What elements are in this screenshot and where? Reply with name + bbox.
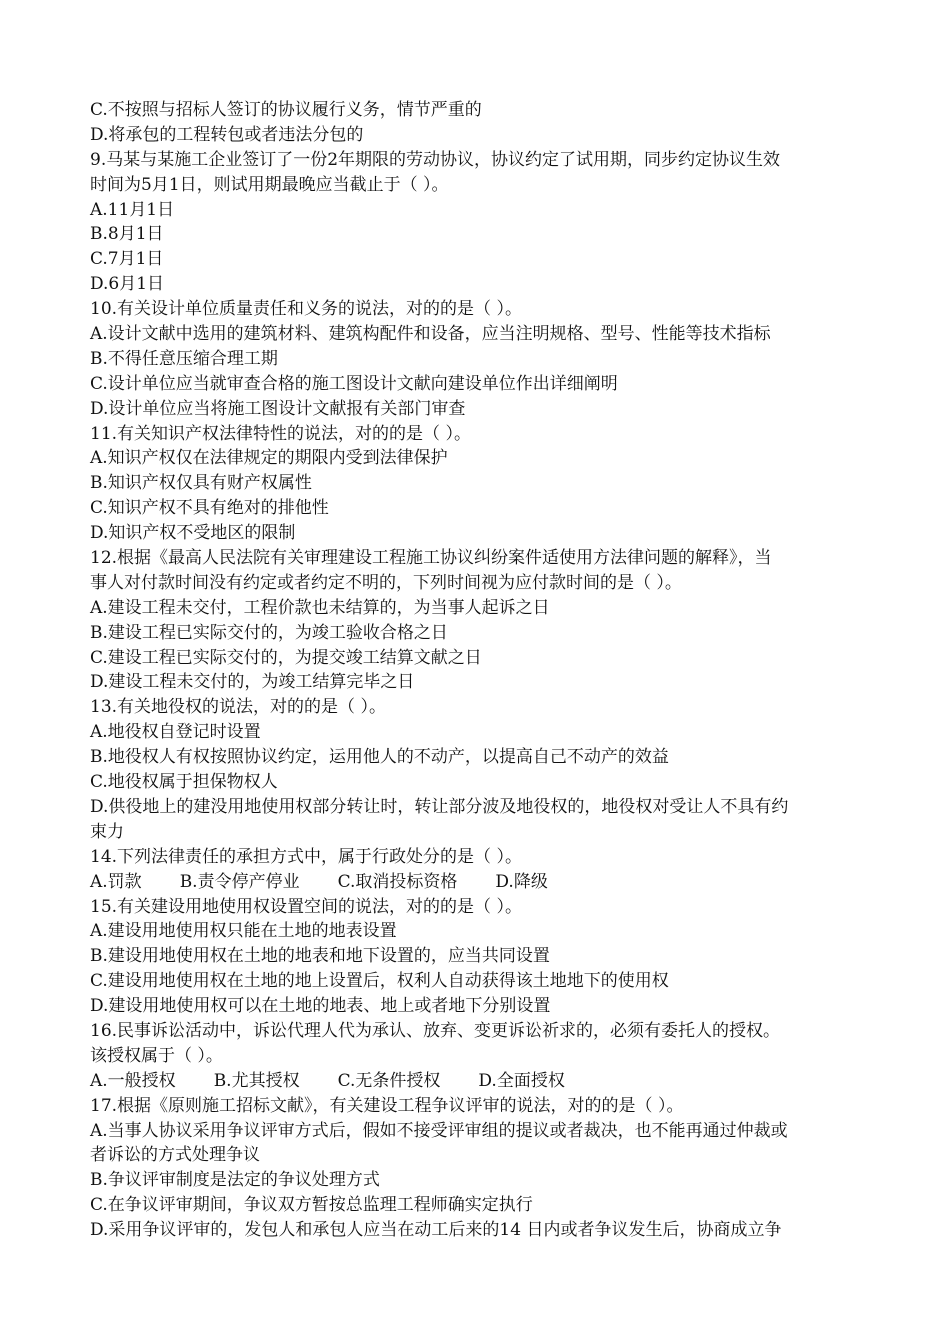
option-line: B.不得任意压缩合理工期: [90, 348, 278, 369]
question-16: 16.民事诉讼活动中，诉讼代理人代为承认、放弃、变更诉讼祈求的，必须有委托人的授权。: [90, 1020, 781, 1041]
option-item: B.尤其授权: [213, 1070, 300, 1091]
document-body: [90, 98, 890, 1243]
option-line: A.建设用地使用权只能在土地的地表设置: [90, 921, 397, 942]
q14-options-row: [90, 870, 890, 895]
option-line: A.设计文献中选用的建筑材料、建筑构配件和设备，应当注明规格、型号、性能等技术指标: [90, 324, 771, 345]
option-line: D.建设工程未交付的，为竣工结算完毕之日: [90, 672, 415, 693]
question-11: 11.有关知识产权法律特性的说法，对的的是（ ）。: [90, 423, 471, 444]
text-line: 者诉讼的方式处理争议: [90, 1145, 260, 1166]
option-line: B.建设用地使用权在土地的地表和地下设置的，应当共同设置: [90, 946, 550, 967]
option-line: D.供役地上的建没用地使用权部分转让时，转让部分波及地役权的，地役权对受让人不具有约: [90, 796, 789, 817]
option-line: B.知识产权仅具有财产权属性: [90, 473, 312, 494]
option-line: D.建设用地使用权可以在土地的地表、地上或者地下分别设置: [90, 996, 551, 1017]
question-15: 15.有关建设用地使用权设置空间的说法，对的的是（ ）。: [90, 896, 522, 917]
q16-options-row: [90, 1069, 890, 1094]
option-item: B.责令停产停业: [179, 871, 300, 892]
option-item: D.降级: [495, 871, 548, 892]
option-line: A.知识产权仅在法律规定的期限内受到法律保护: [90, 448, 448, 469]
question-17: 17.根据《原则施工招标文献》，有关建设工程争议评审的说法，对的的是（ ）。: [90, 1095, 684, 1116]
option-line: A.当事人协议采用争议评审方式后，假如不接受评审组的提议或者裁决，也不能再通过仲裁或: [90, 1120, 788, 1141]
option-line: B.地役权人有权按照协议约定，运用他人的不动产，以提高自己不动产的效益: [90, 747, 669, 768]
question-9: 9.马某与某施工企业签订了一份2年期限的劳动协议，协议约定了试用期，同步约定协议生效: [90, 149, 781, 170]
text-line: D.将承包的工程转包或者违法分包的: [90, 124, 364, 145]
option-line: D.设计单位应当将施工图设计文献报有关部门审查: [90, 398, 466, 419]
option-line: C.在争议评审期间，争议双方暂按总监理工程师确实定执行: [90, 1195, 533, 1216]
option-line: B.争议评审制度是法定的争议处理方式: [90, 1170, 380, 1191]
option-line: D.知识产权不受地区的限制: [90, 523, 296, 544]
option-line: C.建设用地使用权在土地的地上设置后，权利人自动获得该土地地下的使用权: [90, 971, 669, 992]
question-10: 10.有关设计单位质量责任和义务的说法，对的的是（ ）。: [90, 299, 522, 320]
option-line: A.地役权自登记时设置: [90, 722, 261, 743]
option-line: C.地役权属于担保物权人: [90, 772, 278, 793]
text-line: 束力: [90, 821, 124, 842]
option-item: A.罚款: [90, 871, 142, 892]
option-item: C.无条件授权: [337, 1070, 441, 1091]
text-line: C.不按照与招标人签订的协议履行义务，情节严重的: [90, 100, 482, 120]
option-line: D.采用争议评审的，发包人和承包人应当在动工后来的14 日内或者争议发生后，协商成立争: [90, 1220, 782, 1241]
option-line: C.设计单位应当就审查合格的施工图设计文献向建设单位作出详细阐明: [90, 373, 618, 394]
option-item: A.一般授权: [90, 1070, 176, 1091]
option-item: D.全面授权: [478, 1070, 565, 1091]
option-line: D.6月1日: [90, 274, 165, 295]
option-line: C.知识产权不具有绝对的排他性: [90, 498, 329, 519]
option-line: A.建设工程未交付，工程价款也未结算的，为当事人起诉之日: [90, 597, 550, 618]
option-item: C.取消投标资格: [337, 871, 458, 892]
option-line: B.建设工程已实际交付的，为竣工验收合格之日: [90, 622, 448, 643]
text-line: 事人对付款时间没有约定或者约定不明的，下列时间视为应付款时间的是（ ）。: [90, 572, 682, 593]
text-line: 该授权属于（ ）。: [90, 1045, 223, 1066]
option-line: A.11月1日: [90, 199, 175, 220]
question-13: 13.有关地役权的说法，对的的是（ ）。: [90, 697, 386, 718]
question-12: 12.根据《最高人民法院有关审理建设工程施工协议纠纷案件适使用方法律问题的解释》，当: [90, 548, 772, 569]
option-line: C.7月1日: [90, 249, 164, 270]
option-line: B.8月1日: [90, 224, 164, 245]
text-line: 时间为5月1日，则试用期最晚应当截止于（ ）。: [90, 174, 449, 195]
question-14: 14.下列法律责任的承担方式中，属于行政处分的是（ ）。: [90, 846, 522, 867]
option-line: C.建设工程已实际交付的，为提交竣工结算文献之日: [90, 647, 482, 668]
